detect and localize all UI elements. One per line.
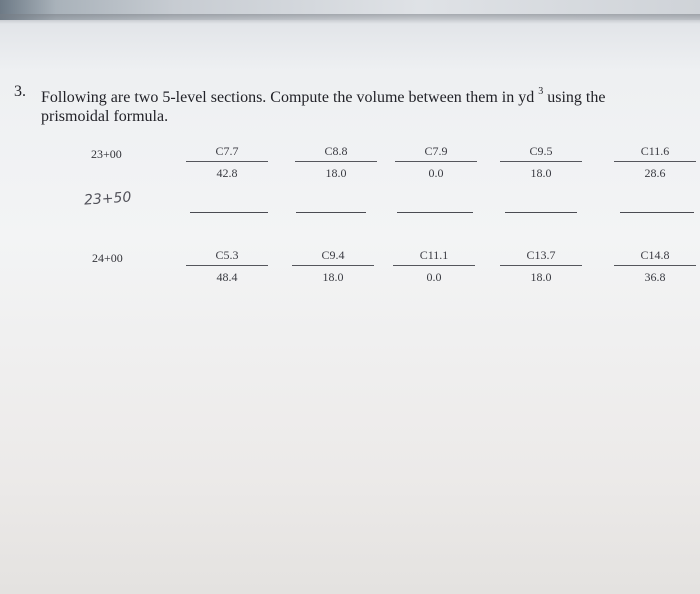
section-1-cell-2: [295, 144, 377, 181]
cut-depth: C9.5: [529, 144, 553, 158]
question-text-superscript: 3: [538, 86, 544, 97]
offset-distance: 18.0: [530, 166, 552, 180]
cut-depth: C13.7: [526, 248, 556, 262]
blank-line-5: [620, 212, 694, 213]
offset-distance: 0.0: [428, 166, 444, 180]
fraction-line: [395, 161, 477, 162]
cut-depth: C14.8: [640, 248, 670, 262]
offset-distance: 18.0: [530, 270, 552, 284]
offset-distance: 28.6: [644, 166, 666, 180]
blank-line-2: [296, 212, 366, 213]
fraction-line: [614, 161, 696, 162]
section-1-cell-5: [614, 144, 696, 181]
section-2-cell-5: [614, 248, 696, 285]
offset-distance: 18.0: [322, 270, 344, 284]
fraction-line: [186, 265, 268, 266]
fraction-line: [295, 161, 377, 162]
fraction-line: [186, 161, 268, 162]
cut-depth: C8.8: [324, 144, 348, 158]
station-label-24-00: 24+00: [92, 251, 123, 265]
question-number: 3.: [14, 83, 26, 100]
question-text-tail: using the prismoidal formula.: [41, 89, 606, 125]
section-2-cell-4: [500, 248, 582, 285]
cut-depth: C7.9: [424, 144, 448, 158]
blank-line-3: [397, 212, 473, 213]
section-1-cell-3: [395, 144, 477, 181]
cut-depth: C7.7: [215, 144, 239, 158]
handwritten-station-label: 23+50: [83, 189, 132, 209]
offset-distance: 0.0: [426, 270, 442, 284]
cut-depth: C11.6: [640, 144, 670, 158]
fraction-line: [292, 265, 374, 266]
station-label-23-00: 23+00: [91, 147, 122, 161]
offset-distance: 42.8: [216, 166, 238, 180]
section-2-cell-2: [292, 248, 374, 285]
blank-line-1: [190, 212, 268, 213]
offset-distance: 36.8: [644, 270, 666, 284]
section-1-cell-1: [186, 144, 268, 181]
offset-distance: 18.0: [325, 166, 347, 180]
fraction-line: [500, 265, 582, 266]
paper-top-edge-shadow: [0, 14, 700, 24]
cut-depth: C11.1: [419, 248, 449, 262]
offset-distance: 48.4: [216, 270, 238, 284]
blank-line-4: [505, 212, 577, 213]
section-1-cell-4: [500, 144, 582, 181]
fraction-line: [393, 265, 475, 266]
cut-depth: C5.3: [215, 248, 239, 262]
fraction-line: [500, 161, 582, 162]
section-2-cell-3: [393, 248, 475, 285]
question-text-main: Following are two 5-level sections. Compute the volume between them in yd: [41, 89, 535, 106]
section-2-cell-1: [186, 248, 268, 285]
fraction-line: [614, 265, 696, 266]
cut-depth: C9.4: [321, 248, 345, 262]
question-text: [41, 82, 671, 126]
